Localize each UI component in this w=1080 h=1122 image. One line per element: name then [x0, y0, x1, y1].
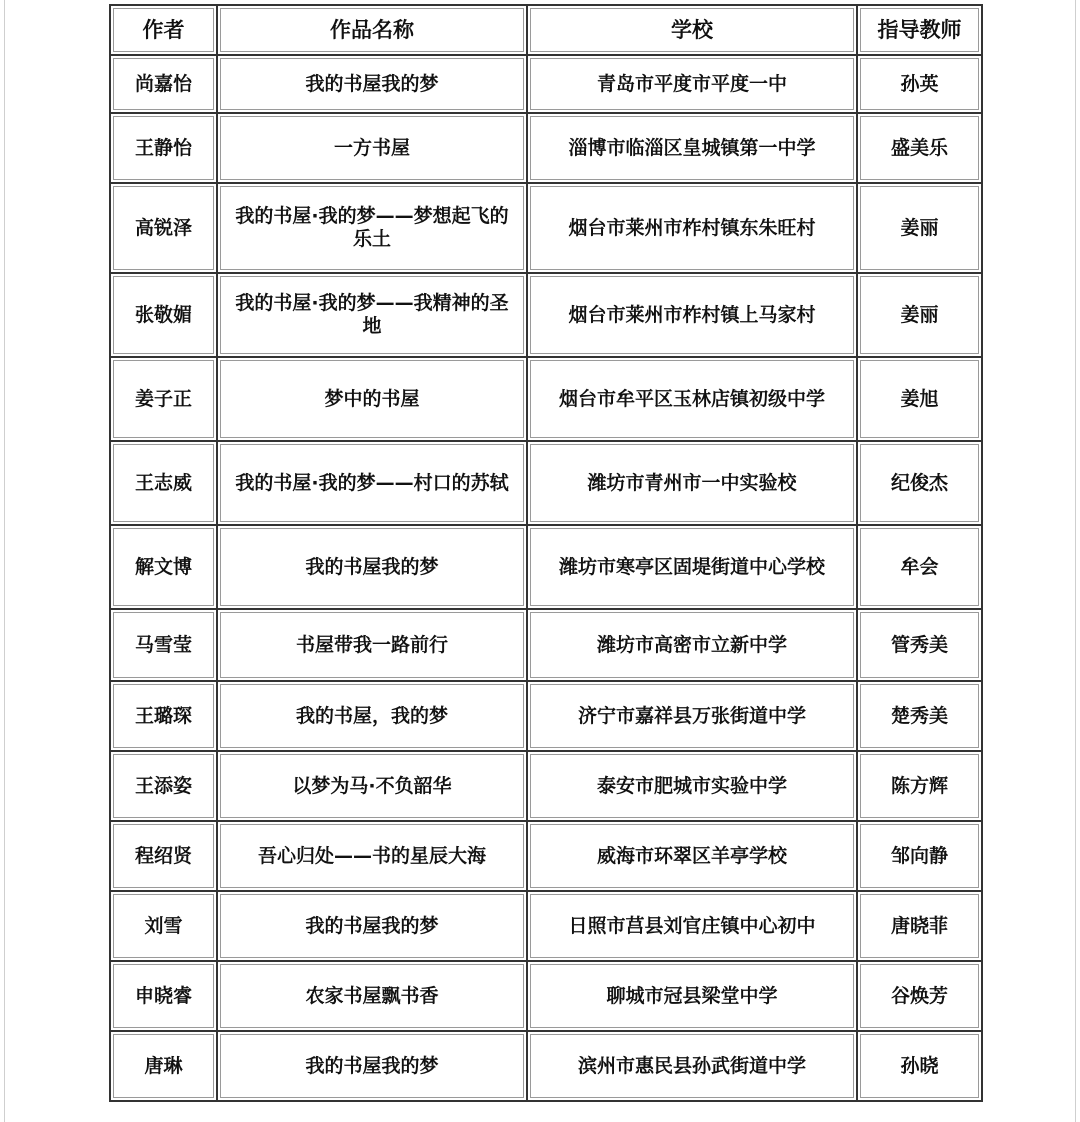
cell-title: 我的书屋我的梦 — [218, 1032, 528, 1102]
cell-school: 济宁市嘉祥县万张街道中学 — [528, 682, 858, 752]
cell-school: 烟台市牟平区玉林店镇初级中学 — [528, 358, 858, 442]
cell-title: 我的书屋·我的梦——我精神的圣地 — [218, 274, 528, 358]
table-row — [111, 184, 983, 274]
cell-author: 唐琳 — [111, 1032, 218, 1102]
cell-school: 烟台市莱州市柞村镇上马家村 — [528, 274, 858, 358]
table-row — [111, 358, 983, 442]
cell-school: 泰安市肥城市实验中学 — [528, 752, 858, 822]
cell-school: 威海市环翠区羊亭学校 — [528, 822, 858, 892]
cell-author: 程绍贤 — [111, 822, 218, 892]
cell-author: 解文博 — [111, 526, 218, 610]
cell-author: 高锐泽 — [111, 184, 218, 274]
table-row — [111, 752, 983, 822]
table-row — [111, 1032, 983, 1102]
cell-author: 马雪莹 — [111, 610, 218, 682]
table-row — [111, 114, 983, 184]
cell-title: 我的书屋·我的梦——村口的苏轼 — [218, 442, 528, 526]
cell-author: 王志威 — [111, 442, 218, 526]
cell-teacher: 唐晓菲 — [858, 892, 983, 962]
header-author: 作者 — [111, 6, 218, 56]
cell-author: 王静怡 — [111, 114, 218, 184]
cell-title: 我的书屋我的梦 — [218, 526, 528, 610]
cell-title: 农家书屋飘书香 — [218, 962, 528, 1032]
cell-school: 滨州市惠民县孙武街道中学 — [528, 1032, 858, 1102]
cell-author: 王添姿 — [111, 752, 218, 822]
cell-school: 潍坊市寒亭区固堤街道中心学校 — [528, 526, 858, 610]
cell-school: 聊城市冠县梁堂中学 — [528, 962, 858, 1032]
table-row — [111, 56, 983, 114]
cell-school: 潍坊市高密市立新中学 — [528, 610, 858, 682]
cell-school: 潍坊市青州市一中实验校 — [528, 442, 858, 526]
table-row — [111, 274, 983, 358]
cell-title: 一方书屋 — [218, 114, 528, 184]
cell-teacher: 姜旭 — [858, 358, 983, 442]
cell-author: 姜子正 — [111, 358, 218, 442]
cell-teacher: 陈方辉 — [858, 752, 983, 822]
table-row — [111, 682, 983, 752]
cell-author: 张敬媚 — [111, 274, 218, 358]
table-row — [111, 822, 983, 892]
header-school: 学校 — [528, 6, 858, 56]
cell-title: 以梦为马·不负韶华 — [218, 752, 528, 822]
table-row — [111, 442, 983, 526]
cell-title: 吾心归处——书的星辰大海 — [218, 822, 528, 892]
cell-school: 青岛市平度市平度一中 — [528, 56, 858, 114]
header-title: 作品名称 — [218, 6, 528, 56]
cell-school: 日照市莒县刘官庄镇中心初中 — [528, 892, 858, 962]
cell-author: 尚嘉怡 — [111, 56, 218, 114]
cell-teacher: 楚秀美 — [858, 682, 983, 752]
cell-author: 王璐琛 — [111, 682, 218, 752]
cell-teacher: 管秀美 — [858, 610, 983, 682]
cell-title: 梦中的书屋 — [218, 358, 528, 442]
cell-author: 申晓睿 — [111, 962, 218, 1032]
table-row — [111, 526, 983, 610]
cell-teacher: 盛美乐 — [858, 114, 983, 184]
cell-school: 淄博市临淄区皇城镇第一中学 — [528, 114, 858, 184]
header-teacher: 指导教师 — [858, 6, 983, 56]
cell-teacher: 孙英 — [858, 56, 983, 114]
cell-school: 烟台市莱州市柞村镇东朱旺村 — [528, 184, 858, 274]
cell-teacher: 邹向静 — [858, 822, 983, 892]
cell-teacher: 孙晓 — [858, 1032, 983, 1102]
awards-table — [109, 4, 983, 1102]
table-header-row — [111, 6, 983, 56]
cell-title: 我的书屋·我的梦——梦想起飞的乐土 — [218, 184, 528, 274]
table-row — [111, 892, 983, 962]
cell-teacher: 牟会 — [858, 526, 983, 610]
cell-teacher: 姜丽 — [858, 274, 983, 358]
cell-teacher: 纪俊杰 — [858, 442, 983, 526]
cell-title: 我的书屋我的梦 — [218, 56, 528, 114]
cell-title: 我的书屋我的梦 — [218, 892, 528, 962]
page-edge-right — [1075, 0, 1076, 1122]
cell-teacher: 姜丽 — [858, 184, 983, 274]
table-row — [111, 962, 983, 1032]
table-row — [111, 610, 983, 682]
cell-teacher: 谷焕芳 — [858, 962, 983, 1032]
cell-title: 书屋带我一路前行 — [218, 610, 528, 682]
cell-author: 刘雪 — [111, 892, 218, 962]
cell-title: 我的书屋，我的梦 — [218, 682, 528, 752]
page-edge-left — [4, 0, 5, 1122]
